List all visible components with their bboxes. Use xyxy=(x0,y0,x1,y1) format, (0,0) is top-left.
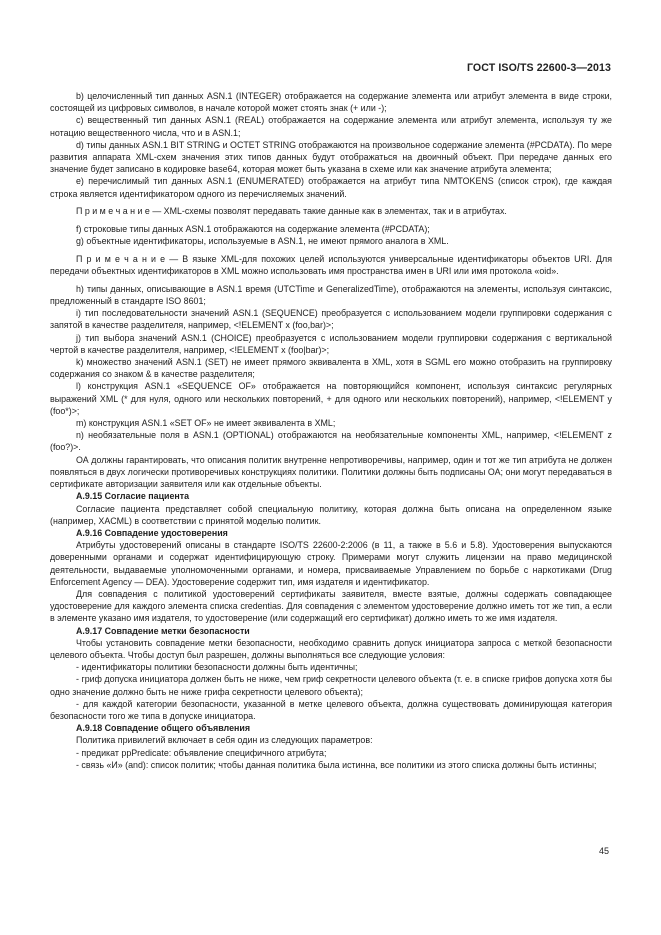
note-text: — В языке XML-для похожих целей используются универсальные идентификаторы объектов URI. Для передачи объектных идентификаторов в XML можно использовать имя пространства имен в URI или имя протокола «oid». xyxy=(50,253,612,277)
body-paragraph: Чтобы установить совпадение метки безопасности, необходимо сравнить допуск инициатора запроса с меткой безопасности целевого объекта. Чтобы доступ был разрешен, должны выполняться все следующие условия: xyxy=(50,637,612,660)
body-paragraph: h) типы данных, описывающие в ASN.1 время (UTCTime и GeneralizedTime), отображаются на элементы, используя синтаксис, предложенный в стандарте ISO 8601; xyxy=(50,283,612,307)
body-paragraph: c) вещественный тип данных ASN.1 (REAL) отображается на содержание элемента или атрибут элемента, используя ту же нотацию вещественного числа, что и в ASN.1; xyxy=(50,115,612,138)
note-label: П р и м е ч а н и е xyxy=(76,253,166,264)
document-body xyxy=(50,90,612,771)
note-label: П р и м е ч а н и е xyxy=(76,206,150,217)
body-paragraph: l) конструкция ASN.1 «SEQUENCE OF» отображается на повторяющийся компонент, используя синтаксис регулярных выражений XML (* для нуля, одного или нескольких повторений, + для одного или нескольких повторений), например, <!ELEMENT y (foo*)>; xyxy=(50,381,612,416)
body-paragraph: f) строковые типы данных ASN.1 отображаются на содержание элемента (#PCDATA); xyxy=(76,224,430,235)
body-paragraph: - связь «И» (and): список политик; чтобы данная политика была истинна, все политики из этого списка должны быть истинны; xyxy=(76,759,597,770)
body-paragraph: - предикат ppPredicate: объявление специфичного атрибута; xyxy=(76,747,327,758)
note-text: — XML-схемы позволят передавать такие данные как в элементах, так и в атрибутах. xyxy=(149,206,507,217)
body-paragraph: n) необязательные поля в ASN.1 (OPTIONAL) отображаются на необязательные компоненты XML, например, <!ELEMENT z (foo?)>. xyxy=(50,430,612,453)
body-paragraph: m) конструкция ASN.1 «SET OF» не имеет эквивалента в XML; xyxy=(76,418,336,429)
body-paragraph: d) типы данных ASN.1 BIT STRING и OCTET STRING отображаются на произвольное содержание элемента (#PCDATA). По мере развития аппарата XML-схем значения этих типов данных будут отображаться на двоичный объект. При передаче данных его значение будет записано в кодировке base64, которая может быть указана в схеме или как значение атрибута элемента; xyxy=(50,139,612,175)
section-heading: A.9.16 Совпадение удостоверения xyxy=(76,527,228,538)
section-heading: A.9.18 Совпадение общего объявления xyxy=(76,723,251,734)
body-paragraph: - для каждой категории безопасности, указанной в метке целевого объекта, должна существовать доминирующая категория безопасности того же типа в допуске инициатора. xyxy=(50,698,612,721)
body-paragraph: - гриф допуска инициатора должен быть не ниже, чем гриф секретности целевого объекта (т. е. в списке грифов допуска хотя бы одно значение должно быть не ниже грифа секретности целевого объекта); xyxy=(50,674,612,697)
section-heading: A.9.15 Согласие пациента xyxy=(76,491,190,502)
body-paragraph: k) множество значений ASN.1 (SET) не имеет прямого эквивалента в XML, хотя в SGML его можно отобразить на группировку содержания со знаком & в качестве разделителя; xyxy=(50,357,612,380)
note-paragraph xyxy=(50,253,612,277)
body-paragraph: Для совпадения с политикой удостоверений сертификаты заявителя, вместе взятые, должны содержать совпадающее удостоверение для каждого элемента списка credentias. Для совпадения с элементом удостоверение должно иметь тот же тип, а если в элементе указано имя издателя, то удостоверение (или содержащий его сертификат) должно иметь то же имя издателя. xyxy=(50,588,612,624)
body-paragraph: Согласие пациента представляет собой специальную политику, которая должна быть описана на определенном языке (например, XACML) в соответствии с принятой моделью политик. xyxy=(50,503,612,526)
body-paragraph: Политика привилегий включает в себя один из следующих параметров: xyxy=(76,735,373,746)
section-heading: A.9.17 Совпадение метки безопасности xyxy=(76,625,250,636)
body-paragraph: b) целочисленный тип данных ASN.1 (INTEGER) отображается на содержание элемента или атрибут элемента в виде строки, состоящей из цифровых символов, в начале которой может стоять знак (+ или -); xyxy=(50,91,612,114)
body-paragraph: i) тип последовательности значений ASN.1 (SEQUENCE) преобразуется с использованием модели группировки содержания с запятой в качестве разделителя, например, <!ELEMENT x (foo,bar)>; xyxy=(50,308,612,331)
body-paragraph: g) объектные идентификаторы, используемые в ASN.1, не имеют прямого аналога в XML. xyxy=(76,236,449,247)
body-paragraph: Атрибуты удостоверений описаны в стандарте ISO/TS 22600-2:2006 (в 11, а также в 5.6 и 5.8). Удостоверения выпускаются доверенными органами и содержат идентифицирующую строку. Примерами могут служить лицензии на право медицинской деятельности, выдаваемые уполномоченными органами, и номера, присваиваемые Управлением по борьбе с наркотиками (Drug Enforcement Agency — DEA). Удостоверение содержит тип, имя издателя и идентификатор. xyxy=(50,540,612,587)
body-paragraph: j) тип выбора значений ASN.1 (CHOICE) преобразуется с использованием модели группировки содержания с вертикальной чертой в качестве разделителя, например, <!ELEMENT x (foo|bar)>; xyxy=(50,332,612,355)
page-number: 45 xyxy=(598,846,609,856)
document-header: ГОСТ ISO/TS 22600-3—2013 xyxy=(466,62,611,74)
body-paragraph: - идентификаторы политики безопасности должны быть идентичны; xyxy=(76,662,358,673)
body-paragraph: e) перечислимый тип данных ASN.1 (ENUMERATED) отображается на атрибут типа NMTOKENS (список строк), где каждая строка является идентификатором одного из перечисляемых значений. xyxy=(50,176,612,199)
note-paragraph xyxy=(50,205,612,217)
body-paragraph: ОА должны гарантировать, что описания политик внутренне непротиворечивы, например, один и тот же тип атрибута не должен появляться в двух логически противоречивых конструкциях политики. Политики должны быть подписаны ОА; они могут передаваться в сертификате авторизации заявителя или как отдельные объекты. xyxy=(50,454,612,490)
